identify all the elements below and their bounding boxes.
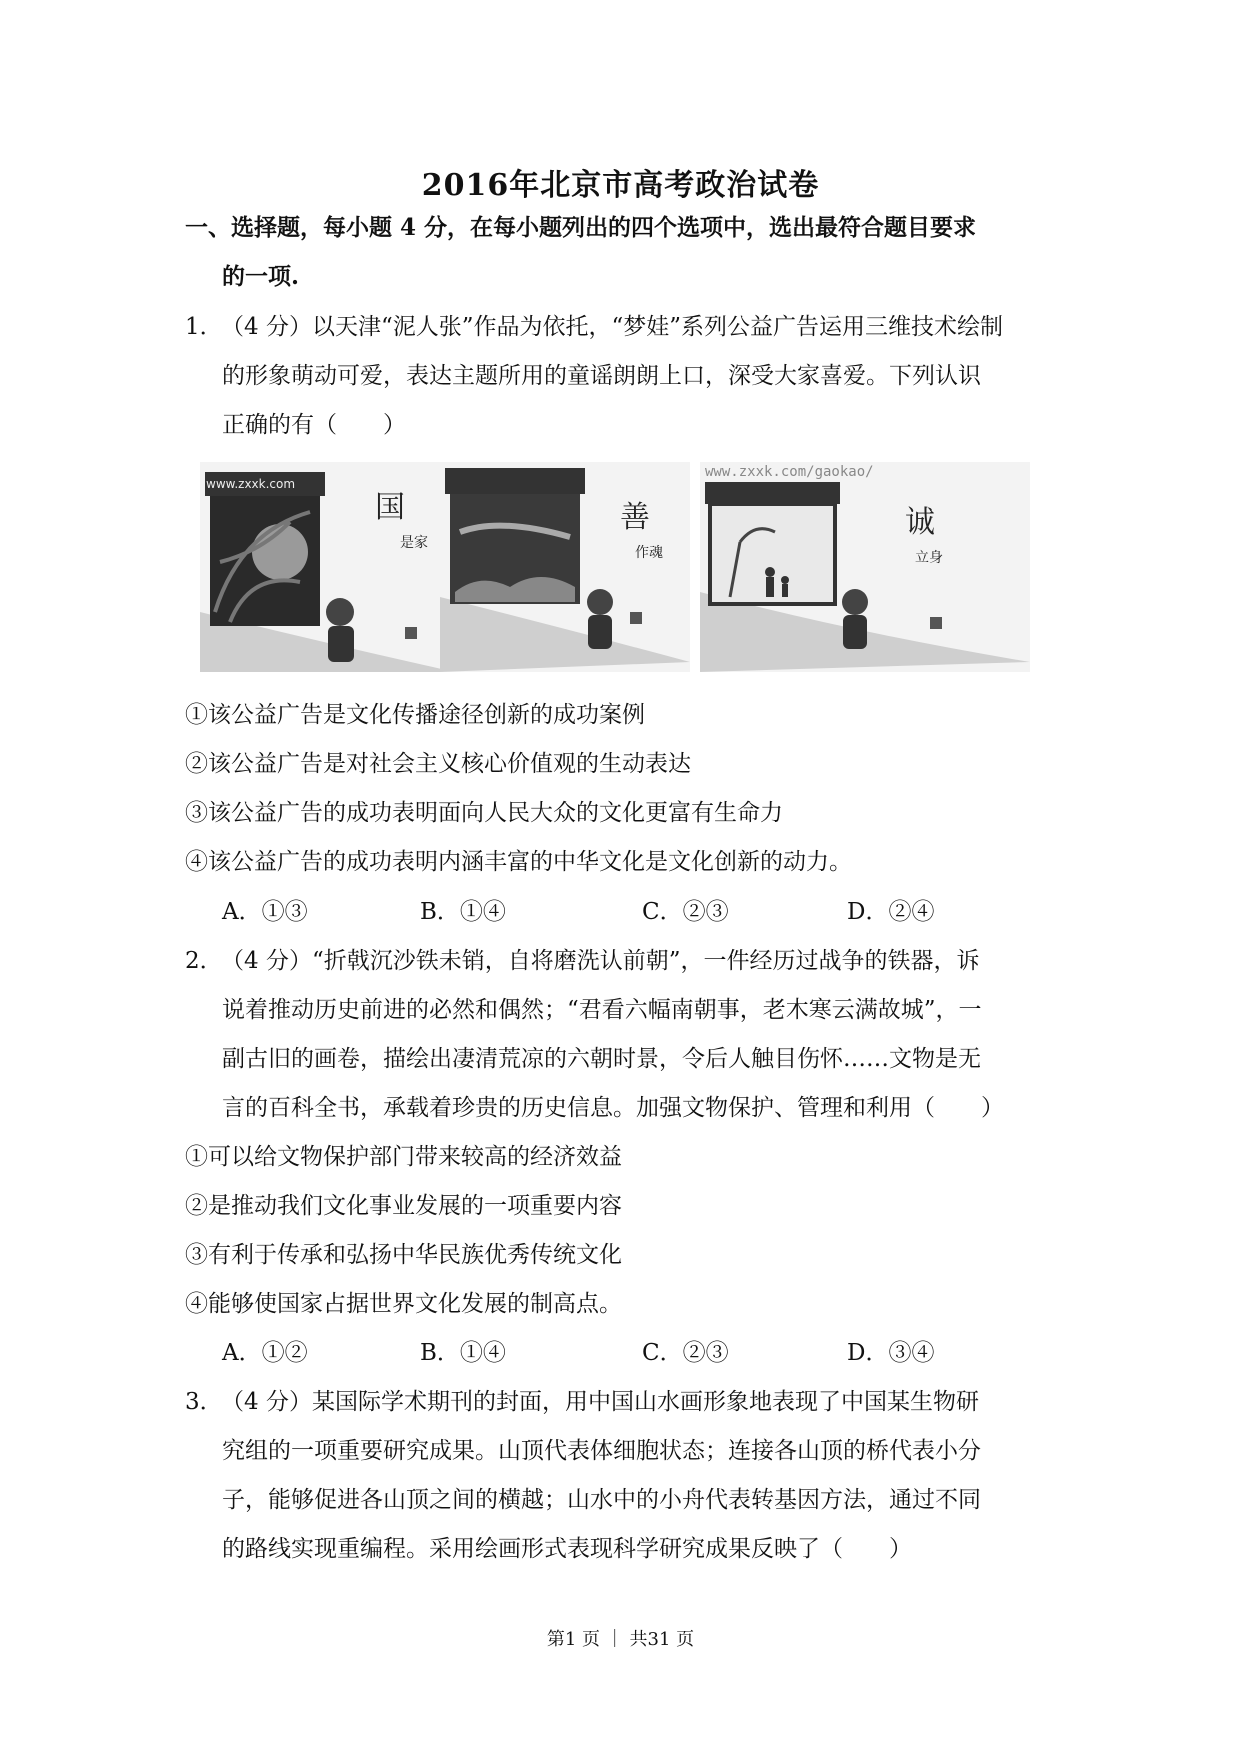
section-header-line1: 一、选择题，每小题 4 分，在每小题列出的四个选项中，选出最符合题目要求 bbox=[185, 214, 977, 241]
q1-statement-1: ①该公益广告是文化传播途径创新的成功案例 bbox=[185, 702, 645, 728]
q1-statement-2: ②该公益广告是对社会主义核心价值观的生动表达 bbox=[185, 751, 691, 777]
q3-line-4: 的路线实现重编程。采用绘画形式表现科学研究成果反映了（ ） bbox=[222, 1536, 912, 1562]
q1-statement-4: ④该公益广告的成功表明内涵丰富的中华文化是文化创新的动力。 bbox=[185, 849, 852, 875]
q2-option-d[interactable]: D．③④ bbox=[847, 1340, 935, 1366]
ad-panel-1 bbox=[200, 462, 455, 672]
section-header-line2: 的一项. bbox=[222, 263, 300, 290]
page-footer: 第1 页 ｜ 共31 页 bbox=[546, 1629, 695, 1650]
q2-line-1 bbox=[185, 946, 979, 976]
calligraphy-2b: 作魂 bbox=[635, 545, 663, 561]
q2-option-c[interactable]: C．②③ bbox=[642, 1340, 729, 1366]
ad-panel-2 bbox=[440, 462, 690, 672]
q2-line-2: 说着推动历史前进的必然和偶然；“君看六幅南朝事，老木寒云满故城”，一 bbox=[222, 997, 982, 1023]
q1-option-d[interactable]: D．②④ bbox=[847, 899, 935, 925]
watermark-1: www.zxxk.com bbox=[206, 477, 296, 491]
ad-panel-3 bbox=[700, 462, 1030, 672]
q2-option-a[interactable]: A．①② bbox=[222, 1340, 308, 1366]
q1-option-b[interactable]: B．①④ bbox=[420, 899, 506, 925]
q2-statement-3: ③有利于传承和弘扬中华民族优秀传统文化 bbox=[185, 1242, 622, 1268]
q3-line-2: 究组的一项重要研究成果。山顶代表体细胞状态；连接各山顶的桥代表小分 bbox=[222, 1438, 981, 1464]
q2-statement-1: ①可以给文物保护部门带来较高的经济效益 bbox=[185, 1144, 622, 1170]
q2-statement-2: ②是推动我们文化事业发展的一项重要内容 bbox=[185, 1193, 622, 1219]
q1-text-1: （4 分）以天津“泥人张”作品为依托，“梦娃”系列公益广告运用三维技术绘制 bbox=[221, 314, 1003, 340]
calligraphy-3b: 立身 bbox=[915, 550, 943, 566]
q3-line-1 bbox=[185, 1387, 979, 1417]
q1-option-a[interactable]: A．①③ bbox=[222, 899, 308, 925]
q1-statement-3: ③该公益广告的成功表明面向人民大众的文化更富有生命力 bbox=[185, 800, 783, 826]
q2-statement-4: ④能够使国家占据世界文化发展的制高点。 bbox=[185, 1291, 622, 1317]
page-title: 2016年北京市高考政治试卷 bbox=[421, 168, 820, 203]
calligraphy-1a: 国 bbox=[375, 490, 405, 525]
q1-line-2: 的形象萌动可爱，表达主题所用的童谣朗朗上口，深受大家喜爱。下列认识 bbox=[222, 363, 981, 389]
q2-option-b[interactable]: B．①④ bbox=[420, 1340, 506, 1366]
q3-number: 3． bbox=[185, 1389, 223, 1415]
watermark-3: www.zxxk.com/gaokao/ bbox=[705, 464, 874, 480]
q2-line-4: 言的百科全书，承载着珍贵的历史信息。加强文物保护、管理和利用（ ） bbox=[222, 1095, 1004, 1121]
q1-images bbox=[200, 462, 1040, 677]
q3-line-3: 子，能够促进各山顶之间的横越；山水中的小舟代表转基因方法，通过不同 bbox=[222, 1487, 981, 1513]
q1-line-3: 正确的有（ ） bbox=[222, 412, 406, 438]
calligraphy-3a: 诚 bbox=[905, 505, 935, 540]
q1-line-1 bbox=[185, 312, 1003, 342]
calligraphy-1b: 是家 bbox=[400, 535, 428, 551]
q1-option-c[interactable]: C．②③ bbox=[642, 899, 729, 925]
q2-text-1: （4 分）“折戟沉沙铁未销，自将磨洗认前朝”，一件经历过战争的铁器，诉 bbox=[221, 948, 980, 974]
calligraphy-2a: 善 bbox=[620, 500, 650, 535]
q3-text-1: （4 分）某国际学术期刊的封面，用中国山水画形象地表现了中国某生物研 bbox=[221, 1389, 979, 1415]
q2-line-3: 副古旧的画卷，描绘出凄清荒凉的六朝时景，令后人触目伤怀……文物是无 bbox=[222, 1046, 981, 1072]
q1-number: 1． bbox=[185, 314, 223, 340]
q2-number: 2． bbox=[185, 948, 223, 974]
